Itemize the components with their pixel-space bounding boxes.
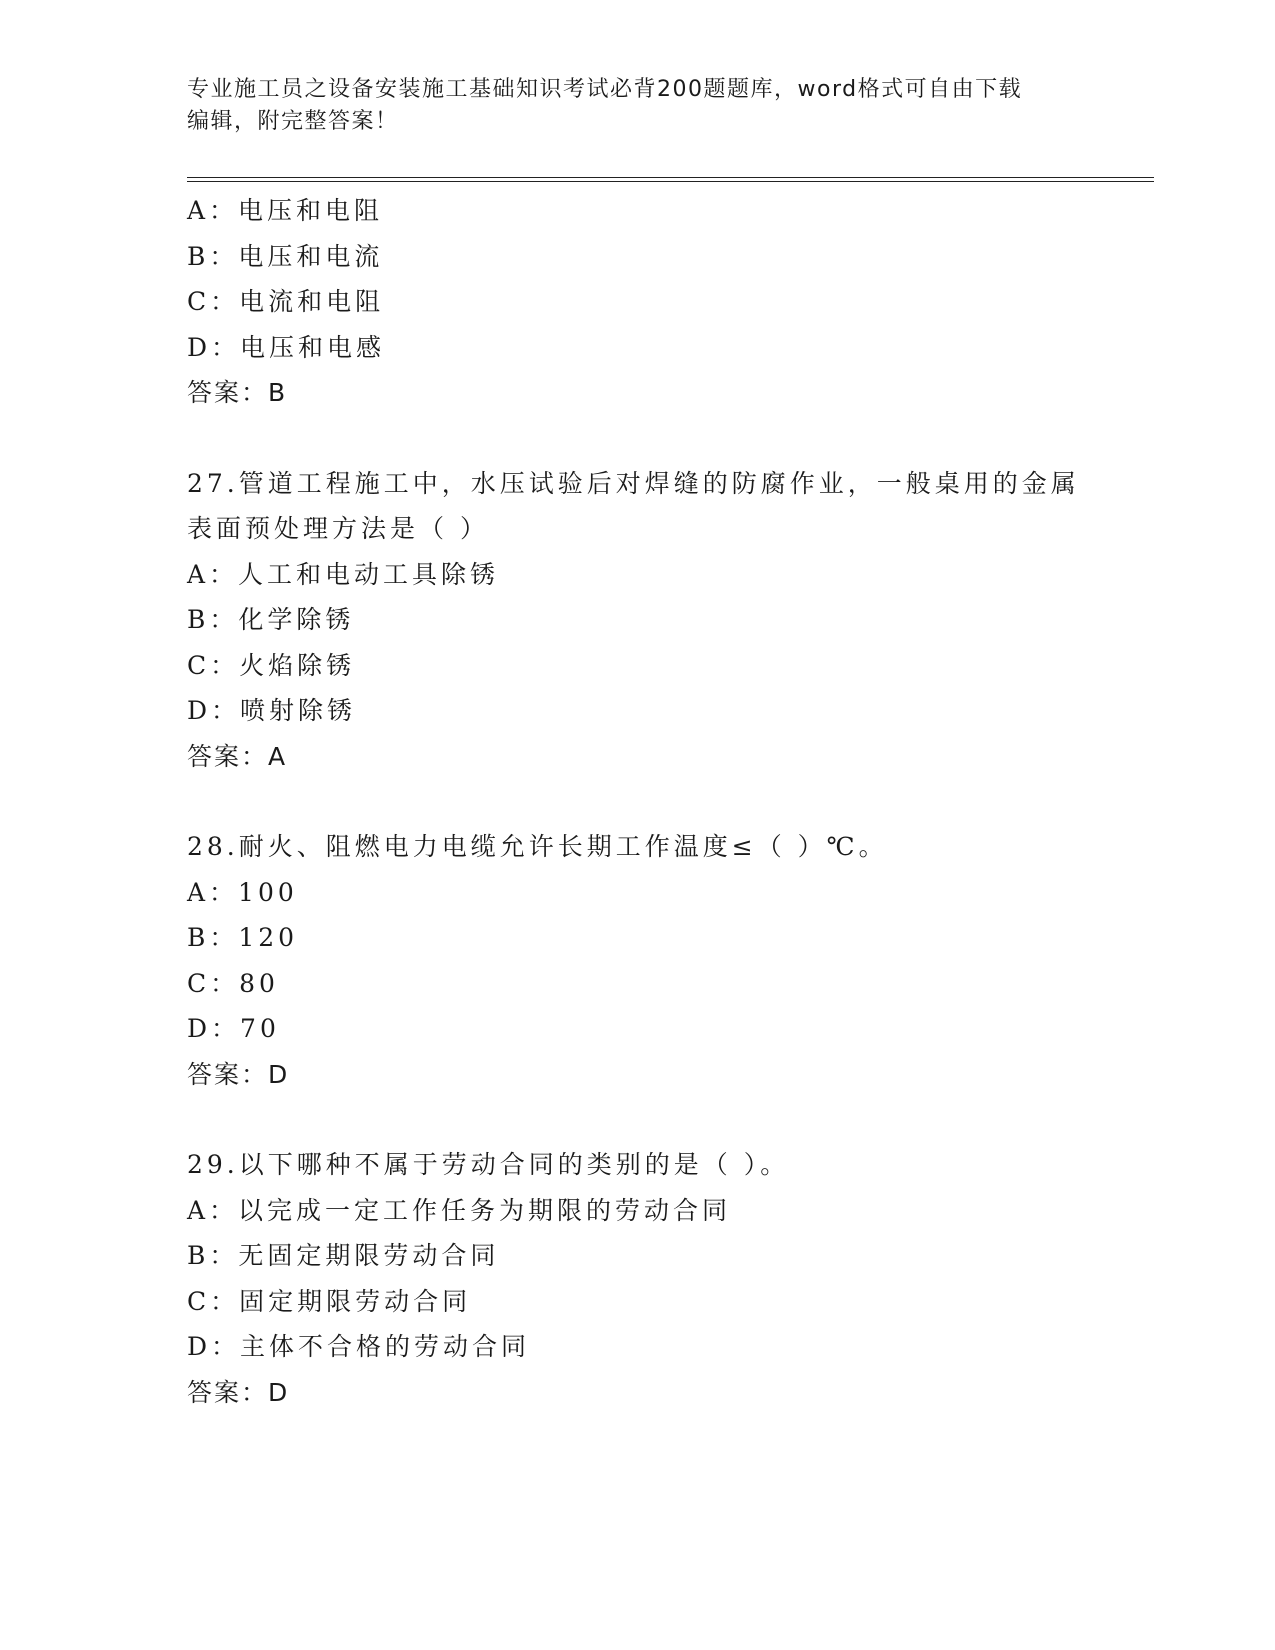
option-c: C：火焰除锈 [187,650,356,680]
header-rule-top [187,177,1154,178]
spacer [187,416,1147,461]
spacer [187,1097,1147,1142]
question-29 [187,1142,1147,1415]
question-block-continued [187,188,1147,416]
option-a: A：电压和电阻 [187,196,384,225]
option-c: C：电流和电阻 [187,287,385,316]
option-a: A：100 [187,877,298,907]
question-list [187,188,1147,1415]
question-27 [187,461,1147,780]
option-c: C：固定期限劳动合同 [187,1286,472,1316]
option-b: B：120 [187,923,299,952]
option-d: D：电压和电感 [187,332,386,362]
spacer [187,779,1147,824]
option-b: B：电压和电流 [187,241,384,271]
header-double-rule [187,177,1154,182]
answer-line: 答案：D [187,1377,290,1407]
header-line-2: 编辑，附完整答案！ [187,109,399,134]
option-a: A：以完成一定工作任务为期限的劳动合同 [187,1195,732,1225]
option-a: A：人工和电动工具除锈 [187,559,500,589]
option-c: C：80 [187,968,279,998]
option-d: D：70 [187,1014,280,1043]
question-stem-line-2: 表面预处理方法是（ ） [187,514,489,543]
answer-line: 答案：A [187,741,288,771]
option-d: D：喷射除锈 [187,696,357,725]
header-line-1: 专业施工员之设备安装施工基础知识考试必背200题题库，word格式可自由下载 [187,77,1023,102]
option-d: D：主体不合格的劳动合同 [187,1332,531,1361]
answer-line: 答案：B [187,378,288,407]
option-b: B：无固定期限劳动合同 [187,1241,500,1270]
question-stem-line-1: 28.耐火、阻燃电力电缆允许长期工作温度≤（ ）℃。 [187,832,888,861]
question-stem-line-1: 27.管道工程施工中，水压试验后对焊缝的防腐作业，一般桌用的金属 [187,468,1080,498]
header-rule-bottom [187,181,1154,182]
question-28 [187,824,1147,1097]
answer-line: 答案：D [187,1059,290,1089]
question-stem-line-1: 29.以下哪种不属于劳动合同的类别的是（ ）。 [187,1150,790,1179]
document-header [187,74,1067,138]
option-b: B：化学除锈 [187,605,355,634]
